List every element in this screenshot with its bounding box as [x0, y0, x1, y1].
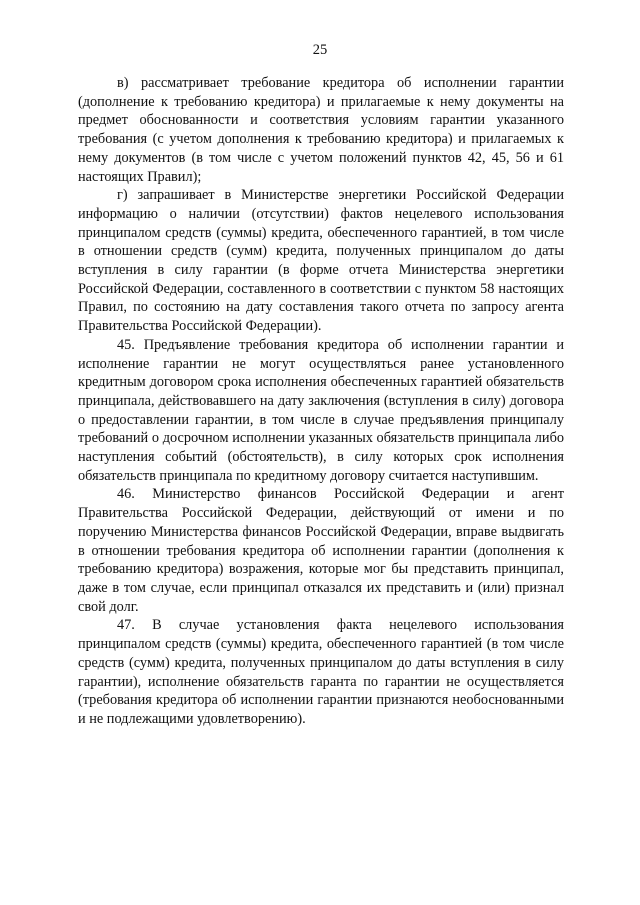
paragraph-v: в) рассматривает требование кредитора об исполнении гарантии (дополнение к требованию кредитора) и прилагаемые к нему документы на предмет обоснованности и соответствия условиям гарантии указанного требования (с учетом дополнения к требованию кредитора) и прилагаемых к нему документов (в том числе с учетом положений пунктов 42, 45, 56 и 61 настоящих Правил);: [78, 75, 564, 185]
paragraph-45: 45. Предъявление требования кредитора об исполнении гарантии и исполнение гарантии не могут осуществляться ранее установленного кредитным договором срока исполнения обеспеченных гарантией обязательств принципала, действовавшего на дату заключения (вступления в силу) договора о предоставлении гарантии, в том числе в случае предъявления принципалу требований о досрочном исполнении указанных обязательств принципала либо наступления событий (обстоятельств), в силу которых срок исполнения обязательств принципала по кредитному договору считается наступившим.: [78, 336, 564, 484]
paragraph-46: 46. Министерство финансов Российской Федерации и агент Правительства Российской Федерации, действующий от имени и по поручению Министерства финансов Российской Федерации, вправе выдвигать в отношении требования кредитора об исполнении гарантии (дополнения к требованию кредитора) возражения, которые мог бы представить принципал, даже в том случае, если принципал отказался их представить и (или) признал свой долг.: [78, 486, 564, 615]
page-number: 25: [312, 42, 328, 58]
document-body: [78, 74, 564, 729]
paragraph-g: г) запрашивает в Министерстве энергетики Российской Федерации информацию о наличии (отсутствии) фактов нецелевого использования принципалом средств (суммы) кредита, обеспеченного гарантией, в том числе в отношении средств (сумм) кредита, полученных принципалом до даты вступления в силу гарантии (в форме отчета Министерства энергетики Российской Федерации, составленного в соответствии с пунктом 58 настоящих Правил, по состоянию на дату составления такого отчета по запросу агента Правительства Российской Федерации).: [78, 187, 564, 335]
paragraph-47: 47. В случае установления факта нецелевого использования принципалом средств (суммы) кредита, обеспеченного гарантией (в том числе средств (сумм) кредита, полученных принципалом до даты вступления в силу гарантии), исполнение обязательств гаранта по гарантии не осуществляется (требования кредитора об исполнении гарантии признаются необоснованными и не подлежащими удовлетворению).: [78, 617, 564, 727]
